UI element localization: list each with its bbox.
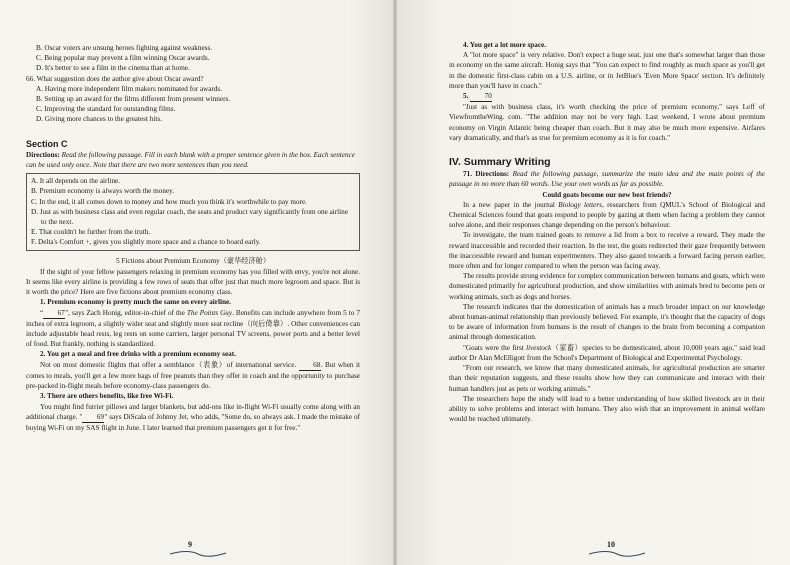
blank-68[interactable]: 68 [299,360,321,371]
item3-body: You might find furrier pillows and larger blankets, but add-ons like in-flight Wi-Fi usually come along with an additional charge. " 69" says DiScala of Johnny Jet, who adds, "Some do, so always ask. I made the mistake of buying Wi-Fi on my SAS flight in June. I later learned that premium passengers get it for free." [26,402,360,432]
right-column [449,40,765,424]
q65-option-b: B. Oscar voters are unsung heroes fighting against weakness. [36,44,213,52]
section-c-heading: Section C [26,138,68,149]
book-gutter [393,0,397,565]
goats-p7: The researchers hope the study will lead to a better understanding of how skilled livestock are in their ability to solve problems and interact with humans. They also wish that an improvement in animal welfare would be reached ultimately. [449,394,765,424]
page-ornament-icon [587,549,647,559]
passage-intro: If the sight of your fellow passengers relaxing in premium economy has you filled with envy, you're not alone. It seems like every airline is providing a few rows of seats that offer just that much more legroom and space. But is it worth the price? Here are five fictions about premium economy class. [26,267,360,297]
box-option-e: E. That couldn't be further from the truth. [31,228,151,237]
box-option-a: A. It all depends on the airline. [31,177,121,186]
goats-p2: To investigate, the team trained goats to remove a lid from a box to receive a reward. They made the reward inaccessible and recorded their reaction. In the test, the goats redirected their gaze frequently between the inaccessible reward and human experimenters. They also gazed towards a forward facing person earlier, more often and for longer compared to when the person was facing away. [449,231,765,271]
q66-option-d: D. Giving more chances to the greatest hits. [36,115,162,124]
q66-option-c: C. Improving the standard for outstanding films. [36,105,176,114]
q65-option-c: C. Being popular may prevent a film winning Oscar awards. [36,54,210,63]
goats-p5: "Goats were the first livestock（家畜）species to be domesticated, about 10,000 years ago," said lead author Dr Alan McElligott from the School's Department of Biological and Experimental Psychology. [449,343,766,362]
item2-heading: 2. You get a meal and free drinks with a premium economy seat. [40,350,236,359]
item5-body: "Just as with business class, it's worth checking the price of premium economy," says Leff of ViewfromtheWing. com. "The addition may not be very high. Last weekend, I wrote about premium economy on Virgin Atlantic being cheaper than coach. But it may also be much more expensive. Airfares vary dramatically, and that's as true for premium economy as it is for coach." [449,103,765,142]
item1-body: “ 67", says Zach Honig, editor-in-chief of the The Points Guy. Benefits can include anywhere from 5 to 7 inches of extra legroom, a slightly wider seat and slightly more seat recline（向后倚靠）. Other conveniences can include adjustable head rests, leg rests on some carriers, larger personal TV screens, power ports and a better level of food. But frankly, nothing is standardized. [26,308,360,349]
blank-69[interactable]: 69 [82,412,104,423]
blank-70[interactable]: 70 [470,91,492,102]
goats-p3: The results provide strong evidence for complex communication between humans and goats, which were domesticated primarily for agricultural production, and show similarities with animals bred to become pets or working animals, such as dogs and horses. [449,272,765,301]
item4-body: A "lot more space" is very relative. Don't expect a huge seat, just one that's somewhat larger than those in economy on the same aircraft. Honig says that "You can expect to find roughly as much space as you'll get in the domestic first-class cabin on a U.S. airline, or in JetBlue's 'Even More Space' section. It's definitely more than you'll have in coach." [449,51,765,90]
box-option-b: B. Premium economy is always worth the money. [31,187,175,196]
q65-option-d: D. It's better to see a film in the cinema than at home. [36,64,190,73]
item2-body: Not on most domestic flights that offer a semblance（表象）of international service. 68. But when it comes to meals, you'll get a few more bags of free peanuts than they offer in coach and the opportunity to purchase pre-packed in-flight meals before economy-class passengers do. [26,360,360,391]
q66-option-a: A. Having more independent film makers nominated for awards. [36,84,223,93]
q71-directions: 71. Directions: Read the following passage, summarize the main idea and the main points of the passage in no more than 60 words. Use your own words as far as possible. [449,170,765,189]
section-c-directions: Directions: Read the following passage. Fill in each blank with a proper sentence given in the box. Each sentence can be used only once. Note that there are two more sentences than you need. [26,150,355,170]
goats-p1: In a new paper in the journal Biology letters, researchers from QMUL's School of Biological and Chemical Sciences found that goats respond to people by gazing at them when facing a problem they cannot solve alone, and their responses change depending on the person's behaviour. [449,200,766,230]
right-page [395,0,790,565]
sentence-options-box [26,173,360,250]
item5-line: 5. 70 [449,91,765,102]
goats-passage-title: Could goats become our new best friends? [542,190,672,199]
page-ornament-icon [168,549,228,559]
page-number-left: 9 [188,540,192,549]
blank-67[interactable]: 67 [43,308,65,319]
passage-title: 5 Fictions about Premium Economy（豪华经济舱） [115,256,271,265]
item1-heading: 1. Premium economy is pretty much the same on every airline. [40,298,231,307]
box-option-d: D. Just as with business class and even regular coach, the seats and product vary significantly from one airline to the next. [31,207,348,227]
goats-p6: "From our research, we know that many domesticated animals, for agricultural production are smarter than their reputation suggests, and these results show how they can communicate and interact with their human handlers just as pets or working animals." [449,364,765,393]
left-column [26,43,360,433]
item3-heading: 3. There are others benefits, like free Wi-Fi. [40,392,174,401]
box-option-f: F. Delta's Comfort +, gives you slightly more space and a chance to board early. [31,238,261,247]
q66-stem: 66. What suggestion does the author give about Oscar award? [26,74,204,83]
goats-p4: The research indicates that the domestication of animals has a much broader impact on our knowledge about human-animal relationship than previously believed. For example, it's thought that the capacity of dogs to be aware of information from humans is the result of changes to the brain from becoming a companion animal through domestication. [449,302,765,342]
box-option-c: C. In the end, it all comes down to money and how much you think it's worthwhile to pay more. [31,197,307,206]
section-iv-heading: IV. Summary Writing [449,156,551,169]
item4-heading: 4. You get a lot more space. [463,41,547,49]
q66-option-b: B. Setting up an award for the films different from present winners. [36,95,231,104]
page-number-right: 10 [607,540,615,549]
